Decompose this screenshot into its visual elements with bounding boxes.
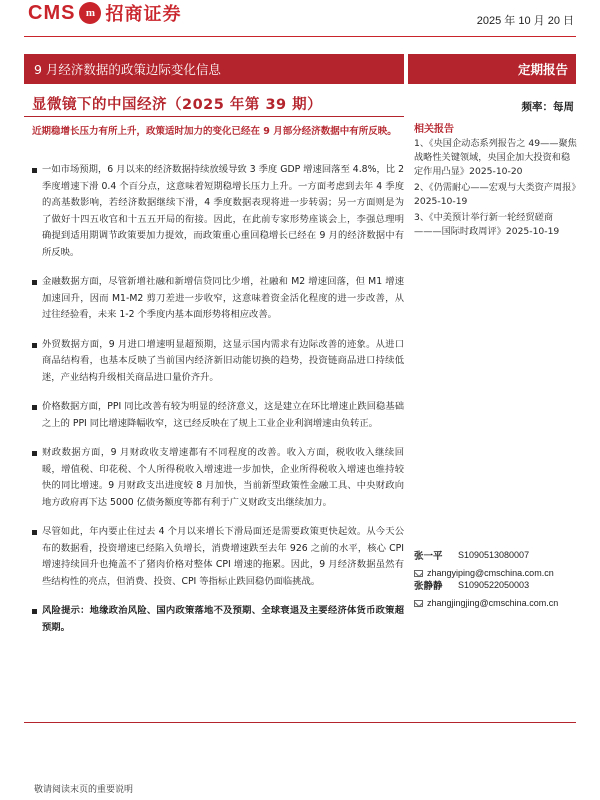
logo-latin-text: CMS	[28, 1, 76, 24]
bullet-marker-icon	[32, 280, 37, 285]
risk-warning	[32, 603, 404, 636]
related-report-link[interactable]: 1、《央国企动态系列报告之 49——聚焦战略性关键领域，央国企加大投资和稳定作用凸显》2025-10-20	[414, 138, 577, 177]
risk-text: 风险提示：地缘政治风险、国内政策落地不及预期、全球衰退及主要经济体货币政策超预期。	[42, 605, 404, 633]
bullet-text: 价格数据方面，PPI 同比改善有较为明显的经济意义，这是建立在环比增速止跌回稳基础之上的 PPI 同比增速降幅收窄，这已经反映在了规上工业企业利润增速由负转正。	[42, 401, 404, 429]
analyst-card	[414, 548, 578, 580]
bullet-marker-icon	[32, 451, 37, 456]
title-divider	[24, 116, 404, 117]
analyst-certificate: S1090513080007	[458, 550, 530, 560]
bullet-marker-icon	[32, 530, 37, 535]
report-type-banner: 定期报告	[408, 54, 576, 84]
report-date: 2025 年 10 月 20 日	[476, 15, 574, 27]
bullet-point	[32, 274, 404, 324]
analyst-email[interactable]: zhangjingjing@cmschina.com.cn	[427, 598, 559, 608]
content-bottom-divider	[24, 722, 576, 723]
bullet-text: 财政数据方面，9 月财政收支增速都有不同程度的改善。收入方面，税收收入继续回暖，增值税、印花税、个人所得税收入增速进一步加快，企业所得税收入增速也维持较快的同比增速。9 月财政支出进度较 8 月加快，当前新型政策性金融工具、中央财政向地方政府再下达 5000 亿债务额度等都有利于广义财政支出继续加力。	[42, 447, 404, 508]
bullet-text: 一如市场预期，6 月以来的经济数据持续放缓导致 3 季度 GDP 增速回落至 4.8%，比 2 季度增速下滑 0.4 个百分点，这意味着短期稳增长压力上升。一方面考虑到去年 4 季度的高基数影响，若经济数据继续下滑，4 季度数据表现将进一步转弱；另一方面则是为了做好十四五收官和十五五开局的衔接。因此，在此前专家形势座谈会上，李强总理明确提到适用期调节政策要加力提效，而政策重心重回稳增长已经在 9 月的经济数据中有所反映。	[42, 164, 404, 258]
mail-icon	[414, 600, 423, 607]
bullet-text: 尽管如此，年内要止住过去 4 个月以来增长下滑局面还是需要政策更快起效。从今天公布的数据看，投资增速已经陷入负增长，消费增速跌至去年 926 之前的水平，核心 CPI 增速持续回升也掩盖不了猪肉价格对整体 CPI 增速的拖累。因此，9 月经济数据虽然有些结构性的亮点，但消费、投资、CPI 等指标止跌回稳仍面临挑战。	[42, 526, 404, 587]
bullet-text: 外贸数据方面，9 月进口增速明显超预期，这显示国内需求有边际改善的迹象。从进口商品结构看，也基本反映了当前国内经济新旧动能切换的趋势，投资链商品进口持续低迷，产业结构升级相关商品进口量价齐升。	[42, 338, 404, 383]
bullet-point	[32, 337, 404, 387]
bullet-point	[32, 524, 404, 590]
footer-disclaimer: 敬请阅读末页的重要说明	[34, 785, 134, 795]
bullet-point	[32, 445, 404, 511]
analyst-name: 张一平	[414, 551, 443, 562]
logo-chinese-text: 招商证券	[105, 4, 182, 25]
key-points-list	[32, 162, 404, 649]
sidebar	[414, 120, 578, 241]
logo-badge-icon: m	[79, 2, 101, 24]
related-reports-list	[414, 137, 578, 239]
bullet-marker-icon	[32, 609, 37, 614]
header-divider	[24, 36, 576, 37]
page-title: 显微镜下的中国经济（2025 年第 39 期）	[32, 97, 323, 113]
bullet-marker-icon	[32, 343, 37, 348]
mail-icon	[414, 570, 423, 577]
bullet-point	[32, 399, 404, 432]
bullet-point	[32, 162, 404, 261]
analyst-email[interactable]: zhangyiping@cmschina.com.cn	[427, 568, 554, 578]
summary-text: 近期稳增长压力有所上升，政策适时加力的变化已经在 9 月部分经济数据中有所反映。	[32, 126, 397, 137]
bullet-marker-icon	[32, 405, 37, 410]
bullet-text: 金融数据方面，尽管新增社融和新增信贷同比少增，社融和 M2 增速回落，但 M1 增速加速回升，因而 M1-M2 剪刀差进一步收窄，这意味着资金活化程度的进一步改善，从过往经验看，未来 1-2 个季度内基本面形势将相应改善。	[42, 276, 404, 320]
bullet-marker-icon	[32, 168, 37, 173]
analyst-card	[414, 578, 578, 610]
company-logo	[28, 0, 181, 26]
related-reports-heading: 相关报告	[414, 124, 454, 135]
analyst-name: 张静静	[414, 581, 443, 592]
related-report-link[interactable]: 2、《仍需耐心——宏观与大类资产周报》2025-10-19	[414, 182, 577, 207]
related-report-link[interactable]: 3、《中美预计举行新一轮经贸磋商———国际时政周评》2025-10-19	[414, 212, 560, 237]
topic-banner: 9 月经济数据的政策边际变化信息	[24, 54, 404, 84]
analyst-certificate: S1090522050003	[458, 580, 530, 590]
frequency-label: 频率：每周	[521, 101, 574, 113]
